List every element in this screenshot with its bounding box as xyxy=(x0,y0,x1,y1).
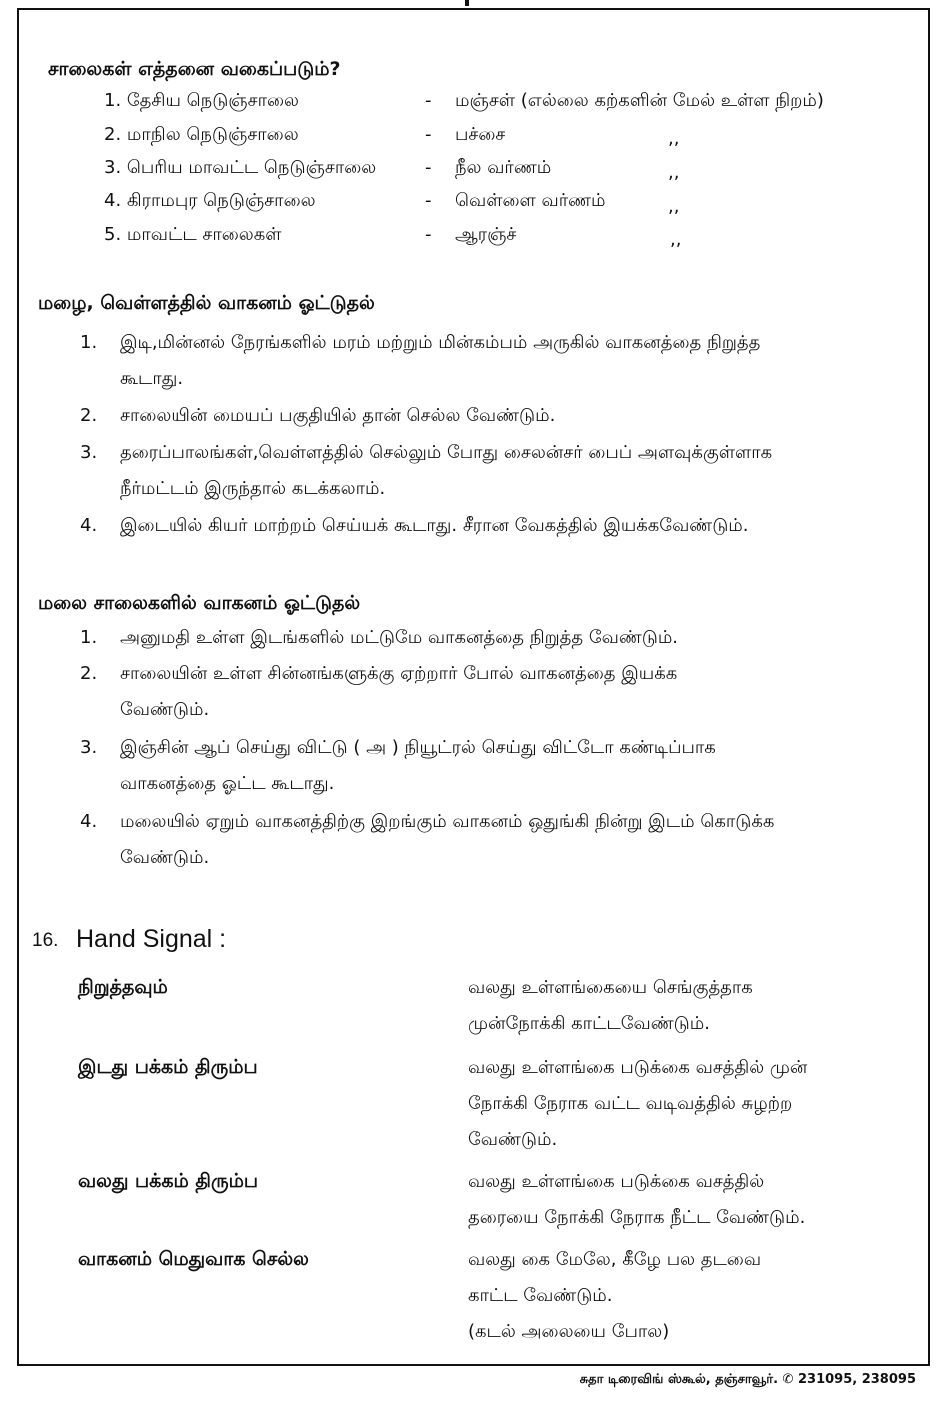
signal-description xyxy=(468,1164,888,1236)
list-item-text: சாலையின் உள்ள சின்னங்களுக்கு ஏற்றார் போல் வாகனத்தை இயக்க xyxy=(120,663,678,684)
section-number: 16. xyxy=(32,930,59,951)
signal-description-line: வலது கை மேலே, கீழே பல தடவை xyxy=(468,1249,762,1270)
road-type-dash: - xyxy=(425,224,432,245)
signal-description xyxy=(468,970,888,1042)
road-type-dash: - xyxy=(425,157,432,178)
signal-label: இடது பக்கம் திரும்ப xyxy=(78,1056,258,1078)
list-item-text: அனுமதி உள்ள இடங்களில் மட்டுமே வாகனத்தை நிறுத்த வேண்டும். xyxy=(120,627,679,648)
signal-description-line: வலது உள்ளங்கை படுக்கை வசத்தில் முன் xyxy=(468,1057,808,1078)
list-item-number: 1. xyxy=(80,332,98,353)
signal-description-line: தரையை நோக்கி நேராக நீட்ட வேண்டும். xyxy=(468,1207,806,1228)
list-item-number: 4. xyxy=(80,811,98,832)
road-type-label: 2. மாநில நெடுஞ்சாலை xyxy=(104,124,299,145)
signal-description-line: வேண்டும். xyxy=(468,1129,558,1150)
list-item-text: இஞ்சின் ஆப் செய்து விட்டு ( அ ) நியூட்ரல் செய்து விட்டோ கண்டிப்பாக xyxy=(120,737,716,758)
top-mark xyxy=(465,0,469,6)
signal-label: வாகனம் மெதுவாக செல்ல xyxy=(78,1248,309,1270)
list-item-text-cont: கூடாது. xyxy=(120,368,184,389)
signal-description-line: காட்ட வேண்டும். xyxy=(468,1285,613,1306)
signal-description-line: வலது உள்ளங்கை படுக்கை வசத்தில் xyxy=(468,1171,765,1192)
list-item-number: 1. xyxy=(80,627,98,648)
signal-description xyxy=(468,1050,888,1158)
road-type-label: 3. பெரிய மாவட்ட நெடுஞ்சாலை xyxy=(104,157,377,178)
list-item-number: 4. xyxy=(80,515,98,536)
list-item-text: இடையில் கியர் மாற்றம் செய்யக் கூடாது. சீரான வேகத்தில் இயக்கவேண்டும். xyxy=(120,515,749,536)
road-type-label: 4. கிராமபுர நெடுஞ்சாலை xyxy=(104,190,316,211)
road-type-color: மஞ்சள் (எல்லை கற்களின் மேல் உள்ள நிறம்) xyxy=(455,90,824,111)
signal-description-line: வலது உள்ளங்கையை செங்குத்தாக xyxy=(468,977,753,998)
footer-contact: சுதா டிரைவிங் ஸ்கூல், தஞ்சாவூர். ✆ 231095, 238095 xyxy=(579,1372,916,1387)
road-type-color: ஆரஞ்ச் xyxy=(455,224,517,245)
road-type-dash: - xyxy=(425,124,432,145)
signal-label: வலது பக்கம் திரும்ப xyxy=(78,1170,258,1192)
signal-description-line: முன்நோக்கி காட்டவேண்டும். xyxy=(468,1013,710,1034)
list-item-text: சாலையின் மையப் பகுதியில் தான் செல்ல வேண்டும். xyxy=(120,405,556,426)
ditto-mark: ,, xyxy=(668,162,680,183)
list-item-text: தரைப்பாலங்கள்,வெள்ளத்தில் செல்லும் போது சைலன்சர் பைப் அளவுக்குள்ளாக xyxy=(120,442,773,463)
ditto-mark: ,, xyxy=(668,128,680,149)
signal-description-line: நோக்கி நேராக வட்ட வடிவத்தில் சுழற்ற xyxy=(468,1093,793,1114)
list-item-number: 3. xyxy=(80,442,98,463)
list-item-text-cont: வேண்டும். xyxy=(120,847,210,868)
list-item-text-cont: வேண்டும். xyxy=(120,699,210,720)
signal-description xyxy=(468,1242,888,1350)
road-type-dash: - xyxy=(425,90,432,111)
list-item-text: இடி,மின்னல் நேரங்களில் மரம் மற்றும் மின்கம்பம் அருகில் வாகனத்தை நிறுத்த xyxy=(120,332,761,353)
hill-roads-heading: மலை சாலைகளில் வாகனம் ஓட்டுதல் xyxy=(38,592,361,614)
rain-flood-heading: மழை, வெள்ளத்தில் வாகனம் ஓட்டுதல் xyxy=(38,292,375,314)
signal-label: நிறுத்தவும் xyxy=(78,976,168,998)
list-item-number: 3. xyxy=(80,737,98,758)
road-type-color: பச்சை xyxy=(455,124,506,145)
ditto-mark: ,, xyxy=(668,196,680,217)
signal-description-line: (கடல் அலையை போல) xyxy=(468,1321,670,1342)
ditto-mark: ,, xyxy=(670,229,682,250)
road-type-color: நீல வர்ணம் xyxy=(455,157,552,178)
list-item-number: 2. xyxy=(80,663,98,684)
list-item-text-cont: நீர்மட்டம் இருந்தால் கடக்கலாம். xyxy=(120,478,386,499)
road-type-dash: - xyxy=(425,190,432,211)
hand-signal-title: Hand Signal : xyxy=(76,925,227,953)
road-type-label: 1. தேசிய நெடுஞ்சாலை xyxy=(104,90,299,111)
road-types-heading: சாலைகள் எத்தனை வகைப்படும்? xyxy=(48,58,341,80)
list-item-text: மலையில் ஏறும் வாகனத்திற்கு இறங்கும் வாகனம் ஒதுங்கி நின்று இடம் கொடுக்க xyxy=(120,811,775,832)
road-type-label: 5. மாவட்ட சாலைகள் xyxy=(104,224,282,245)
list-item-number: 2. xyxy=(80,405,98,426)
list-item-text-cont: வாகனத்தை ஓட்ட கூடாது. xyxy=(120,773,335,794)
road-type-color: வெள்ளை வர்ணம் xyxy=(455,190,606,211)
